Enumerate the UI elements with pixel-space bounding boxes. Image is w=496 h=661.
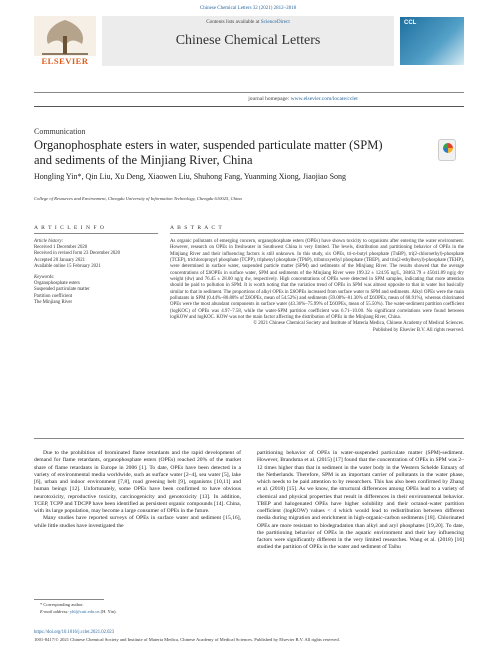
email-suffix: (H. Yin). — [99, 609, 117, 614]
email-label: E-mail address: — [40, 609, 70, 614]
author-list: Hongling Yin*, Qin Liu, Xu Deng, Xiaowen Liu, Shuhong Fang, Yuanming Xiong, Jiaojiao Song — [34, 172, 347, 181]
body-paragraph: Many studies have reported surveys of OPEs in surface water and sediment [15,16], while little studies have investigated the — [34, 515, 241, 529]
abstract-text: As organic pollutants of emerging concern, organophosphate esters (OPEs) have shown toxicity to organisms after entering the water environment. However, research on OPEs in freshwater in Southwest China is very limited. The levels, distribution and partitioning behavior of OPEs in the Minjiang River and their influencing factors is still unknown. In this study, six OPEs, tri-n-butyl phosphate (TnBP), tri(2-chloroethyl)-phosphate (TCEP), trichloropropyl phosphate (TCPP), triphenyl phosphate (TPhP), tributoxyethyl phosphate (TBEP), and tris(2-ethylhexyl)-phosphate (TEHP), were determined in surface water, suspended particle matter (SPM) and sediments of the Minjiang River. The results showed that the average concentrations of Σ6OPEs in surface water, SPM and sediments of the Minjiang River were 199.32 ± 124.95 ng/L, 38463.79 ± 45041.89 ng/g dry weight (dw) and 76.45 ± 28.00 ng/g dw, respectively. High concentrations of OPEs were detected in SPM samples, indicating that more attention should be paid to pollution in SPM. It is worth noting that the variation trend of OPEs in SPM was almost opposite to that in water but basically similar to that in sediment. The proportions of alkyl OPEs in Σ6OPEs increased from surface water to SPM and sediments. Alkyl OPEs were the main pollutants in SPM (0.44%–80.88% of Σ6OPEs, mean of 54.52%) and sediments (59.08%–81.30% of Σ6OPEs, mean of 68.91%), whereas chlorinated OPEs were the most abundant components in surface water (43.36%–75.99% of Σ6OPEs, mean of 55.50%). The water-sediment partition coefficient (logKOC) of OPEs was 4.97–7.58, while the water-SPM partition coefficient was 6.71–10.00. No significant correlations were found between logKOW and logKOC. KOW was not the main factor affecting the distribution of OPEs in the Minjiang River, China. — [170, 239, 464, 321]
abstract-block — [170, 239, 464, 334]
cover-label: CCL — [404, 20, 417, 26]
elsevier-wordmark: ELSEVIER — [41, 56, 89, 66]
keyword-item: Partition coefficient — [34, 293, 73, 299]
history-accepted: Accepted 20 January 2021 — [34, 257, 86, 263]
journal-banner — [102, 16, 394, 66]
footer-copyright: 1001-8417/© 2021 Chinese Chemical Society and Institute of Materia Medica, Chinese Academy of Medical Sciences. Published by Elsevier B.V. All rights reserved. — [34, 637, 340, 642]
abstract-heading: A B S T R A C T — [170, 225, 223, 231]
history-label: Article history: — [34, 239, 64, 244]
body-paragraph: partitioning behavior of OPEs in water-suspended particulate matter (SPM)-sediment. However, Brandsma et al. (2015) [17] found that the concentration of OPEs in SPM was 2–12 times higher than that in sediment in the water body in the Western Schelde Estuary of the Netherlands. Therefore, SPM is an important carrier of pollutants in the water phase, which needs to be paid attention to by researchers. This has also been confirmed by Zhang et al. (2018) [15]. As we know, the structural differences among OPEs lead to a variety of chemical and physical properties that result in differences in their environmental behavior. TBEP and halogenated OPEs have higher solubility and their octanol-water partition coefficient (logKOW) values < 4 which would lead to redistribution between different media during migration and enrichment in high-organic-carbon sediments [18]. Chlorinated OPEs are more resistant to biodegradation than alkyl and aryl phosphates [19,20]. To date, the partitioning behavior of OPEs in the aquatic environment and their key influencing factors were significantly different in the very limited researches. Wang et al. (2018) [16] studied the partition of OPEs in the water and sediment of Taihu — [257, 450, 464, 551]
sciencedirect-link[interactable]: ScienceDirect — [260, 19, 290, 25]
crossmark-button[interactable] — [438, 139, 456, 161]
email-link[interactable]: yhl@cuit.edu.cn — [69, 609, 100, 614]
article-info-divider — [34, 233, 158, 234]
history-revised: Received in revised form 23 December 2020 — [34, 251, 121, 257]
email-note — [40, 609, 117, 615]
elsevier-logo — [34, 16, 96, 66]
header-divider-top — [34, 92, 464, 93]
article-type: Communication — [34, 127, 86, 136]
journal-name: Chinese Chemical Letters — [175, 33, 321, 48]
history-online: Available online 15 February 2021 — [34, 263, 101, 269]
article-info — [34, 239, 158, 306]
homepage-line — [142, 96, 464, 102]
keyword-item: Suspended particulate matter — [34, 287, 90, 293]
corresponding-author-note: * Corresponding author. — [40, 602, 84, 607]
abstract-divider — [170, 233, 464, 234]
journal-header — [34, 16, 464, 70]
contents-line — [102, 19, 394, 25]
crossmark-icon — [443, 143, 453, 153]
article-title: Organophosphate esters in water, suspended particulate matter (SPM) and sediments of the Minjiang River, China — [34, 138, 383, 167]
abstract-bottom-divider — [34, 438, 464, 439]
citation-line: Chinese Chemical Letters 32 (2021) 2812–2818 — [199, 6, 297, 11]
body-column-left — [34, 450, 241, 530]
history-received: Received 1 December 2020 — [34, 245, 88, 251]
body-paragraph: Due to the prohibition of brominated flame retardants and the rapid development of demand for flame retardants, organophosphate esters (OPEs) reached 20% of the market share of flame retardants in Europe in 2006 [1]. To date, OPEs have been detected in a variety of environmental media worldwide, such as surface water [2–4], sea water [5], lake [6], urban and indoor environment [7,8], road greening belt [9], organisms [10,11] and human beings [12]. Unfortunately, some OPEs have been confirmed to have obvious neurotoxicity, reproductive toxicity, carcinogenicity and genotoxicity [13]. In addition, TCEP, TCPP and TDCPP have been identified as persistent organic compounds [14]. China, with its large population, may become a large consumer of OPEs in the future. — [34, 450, 241, 514]
keywords-label: Keywords: — [34, 275, 55, 281]
elsevier-tree-icon — [34, 16, 96, 56]
journal-cover-thumbnail — [400, 17, 464, 65]
keyword-item: Organophosphate esters — [34, 281, 80, 287]
homepage-link[interactable]: www.elsevier.com/locate/cclet — [290, 96, 358, 102]
footnote-divider — [34, 599, 104, 600]
contents-prefix: Contents lists available at — [206, 19, 261, 25]
article-info-heading: A R T I C L E I N F O — [34, 225, 105, 231]
header-divider-bottom — [34, 106, 464, 107]
abstract-copyright-2: Published by Elsevier B.V. All rights reserved. — [372, 327, 464, 333]
homepage-prefix: journal homepage: — [248, 96, 291, 102]
doi-line — [34, 630, 114, 635]
keyword-item: The Minjiang River — [34, 299, 73, 305]
abstract-copyright-1: © 2021 Chinese Chemical Society and Institute of Materia Medica, Chinese Academy of Medical Sciences. — [253, 321, 464, 327]
doi-link[interactable]: https://doi.org/10.1016/j.cclet.2021.02.023 — [34, 630, 115, 635]
body-column-right — [257, 450, 464, 552]
affiliation: College of Resources and Environment, Chengdu University of Information Technology, Chengdu 610025, China — [34, 196, 242, 201]
